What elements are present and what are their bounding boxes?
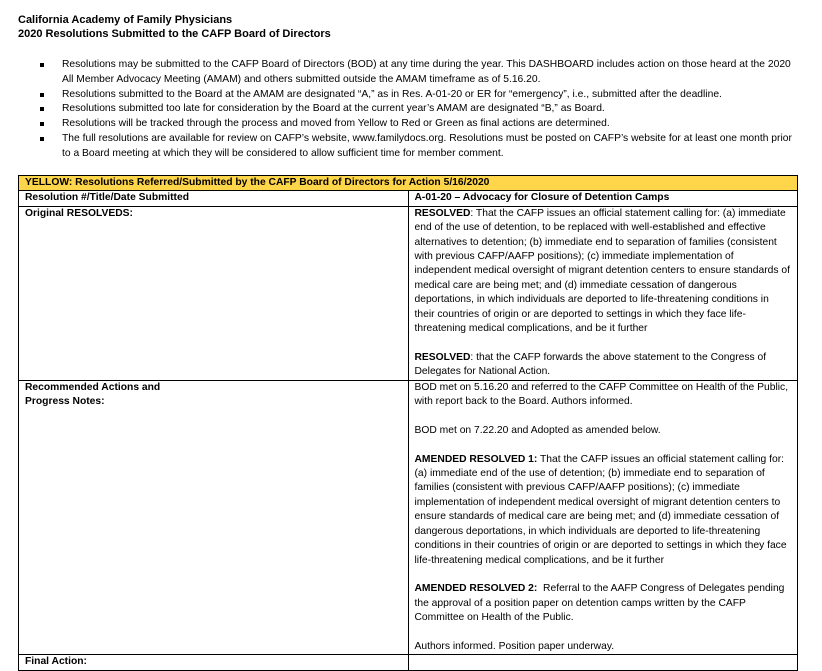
- amended-resolved-2: [415, 582, 792, 625]
- table-row: [19, 191, 798, 206]
- resolved-paragraph-2: [415, 351, 792, 380]
- resolution-id-label: Resolution #/Title/Date Submitted: [19, 191, 409, 206]
- square-bullet-icon: [40, 137, 44, 141]
- amended-keyword: AMENDED RESOLVED 2:: [414, 583, 538, 595]
- table-row: [19, 206, 798, 380]
- paragraph-gap: [415, 568, 792, 582]
- paragraph-gap: [415, 626, 792, 640]
- recommended-actions-label: [19, 380, 409, 655]
- amended-resolved-1: [415, 453, 792, 568]
- final-action-value: [408, 655, 798, 670]
- label-line: Progress Notes:: [25, 396, 105, 408]
- bullet-text: Resolutions submitted too late for consideration by the Board at the current year’s AMAM are designated “B,” as Board.: [62, 103, 605, 115]
- status-header-row: [19, 176, 798, 191]
- label-line: Recommended Actions and: [25, 381, 161, 393]
- document-header: [18, 13, 331, 41]
- square-bullet-icon: [40, 122, 44, 126]
- amended-keyword: AMENDED RESOLVED 1:: [414, 453, 538, 465]
- progress-note: BOD met on 5.16.20 and referred to the CAFP Committee on Health of the Public, with report back to the Board. Authors informed.: [414, 381, 789, 408]
- document-title: 2020 Resolutions Submitted to the CAFP Board of Directors: [18, 28, 331, 40]
- paragraph-gap: [415, 409, 792, 423]
- amended-text: That the CAFP issues an official statement calling for: (a) immediate end of the use of detention; (b) immediate end to separation of families (consistent with previous CAFP/AAFP positions); (c) immediate implementation of independent medical oversight of migrant detention centers to ensure standards of medical care are being met; and (d) immediate cessation of dangerous deportations, in which individuals are deported to life-threatening conditions in their countries of origin or are deported to settings in which they face life-threatening medical complications, and be it further: [414, 453, 787, 566]
- info-bullet: [40, 88, 800, 103]
- info-bullet: [40, 102, 800, 117]
- progress-note: Authors informed. Position paper underway.: [414, 640, 615, 652]
- resolved-keyword: RESOLVED: [414, 207, 471, 219]
- resolution-table: [18, 175, 798, 671]
- resolved-keyword: RESOLVED: [414, 351, 471, 363]
- bullet-text: Resolutions will be tracked through the process and moved from Yellow to Red or Green as final actions are determined.: [62, 118, 610, 130]
- info-bullet-list: [40, 58, 800, 162]
- resolved-text: : That the CAFP issues an official statement calling for: (a) immediate end of the use of detention, to be replaced with well-established and effective alternatives to detention; (b) immediate end to separation of families (consistent with previous CAFP/AAFP positions); (c) immediate implementation of independent medical oversight of migrant detention centers to ensure standards of medical care are being met; and (d) immediate cessation of dangerous deportations, in which individuals are deported to life-threatening conditions in their countries of origin or are deported to settings in which they face life-threatening medical complications, and be it further: [414, 207, 790, 335]
- bullet-text: The full resolutions are available for review on CAFP’s website, www.familydocs.org. Resolutions must be posted on CAFP’s website for at least one month prior to a Board meeting at which they will be considered to allow sufficient time for member comment.: [62, 132, 792, 159]
- resolved-paragraph-1: [415, 207, 792, 337]
- recommended-actions-content: [408, 380, 798, 655]
- final-action-label: Final Action:: [19, 655, 409, 670]
- info-bullet: [40, 117, 800, 132]
- square-bullet-icon: [40, 107, 44, 111]
- table-row: [19, 380, 798, 655]
- paragraph-gap: [415, 438, 792, 452]
- paragraph-gap: [415, 336, 792, 350]
- resolved-text: : that the CAFP forwards the above statement to the Congress of Delegates for National Action.: [414, 351, 767, 378]
- progress-note: BOD met on 7.22.20 and Adopted as amended below.: [414, 424, 661, 436]
- info-bullet: [40, 132, 800, 162]
- resolution-id-value: A-01-20 – Advocacy for Closure of Detention Camps: [408, 191, 798, 206]
- yellow-status-header: YELLOW: Resolutions Referred/Submitted by the CAFP Board of Directors for Action 5/16/2020: [19, 176, 798, 191]
- bullet-text: Resolutions submitted to the Board at the AMAM are designated “A,” as in Res. A-01-20 or ER for “emergency”, i.e., submitted after the deadline.: [62, 88, 722, 100]
- original-resolveds-label: Original RESOLVEDS:: [19, 206, 409, 380]
- amended-text: Referral to the AAFP Congress of Delegates pending the approval of a position paper on detention camps written by the CAFP Committee on Health of the Public.: [414, 583, 788, 624]
- info-bullet: [40, 58, 800, 88]
- square-bullet-icon: [40, 93, 44, 97]
- square-bullet-icon: [40, 63, 44, 67]
- original-resolveds-content: [408, 206, 798, 380]
- organization-title: California Academy of Family Physicians: [18, 14, 233, 26]
- bullet-text: Resolutions may be submitted to the CAFP Board of Directors (BOD) at any time during the year. This DASHBOARD includes action on those heard at the 2020 All Member Advocacy Meeting (AMAM) and others submitted outside the AMAM timeframe as of 5.16.20.: [62, 59, 791, 85]
- table-row: [19, 655, 798, 670]
